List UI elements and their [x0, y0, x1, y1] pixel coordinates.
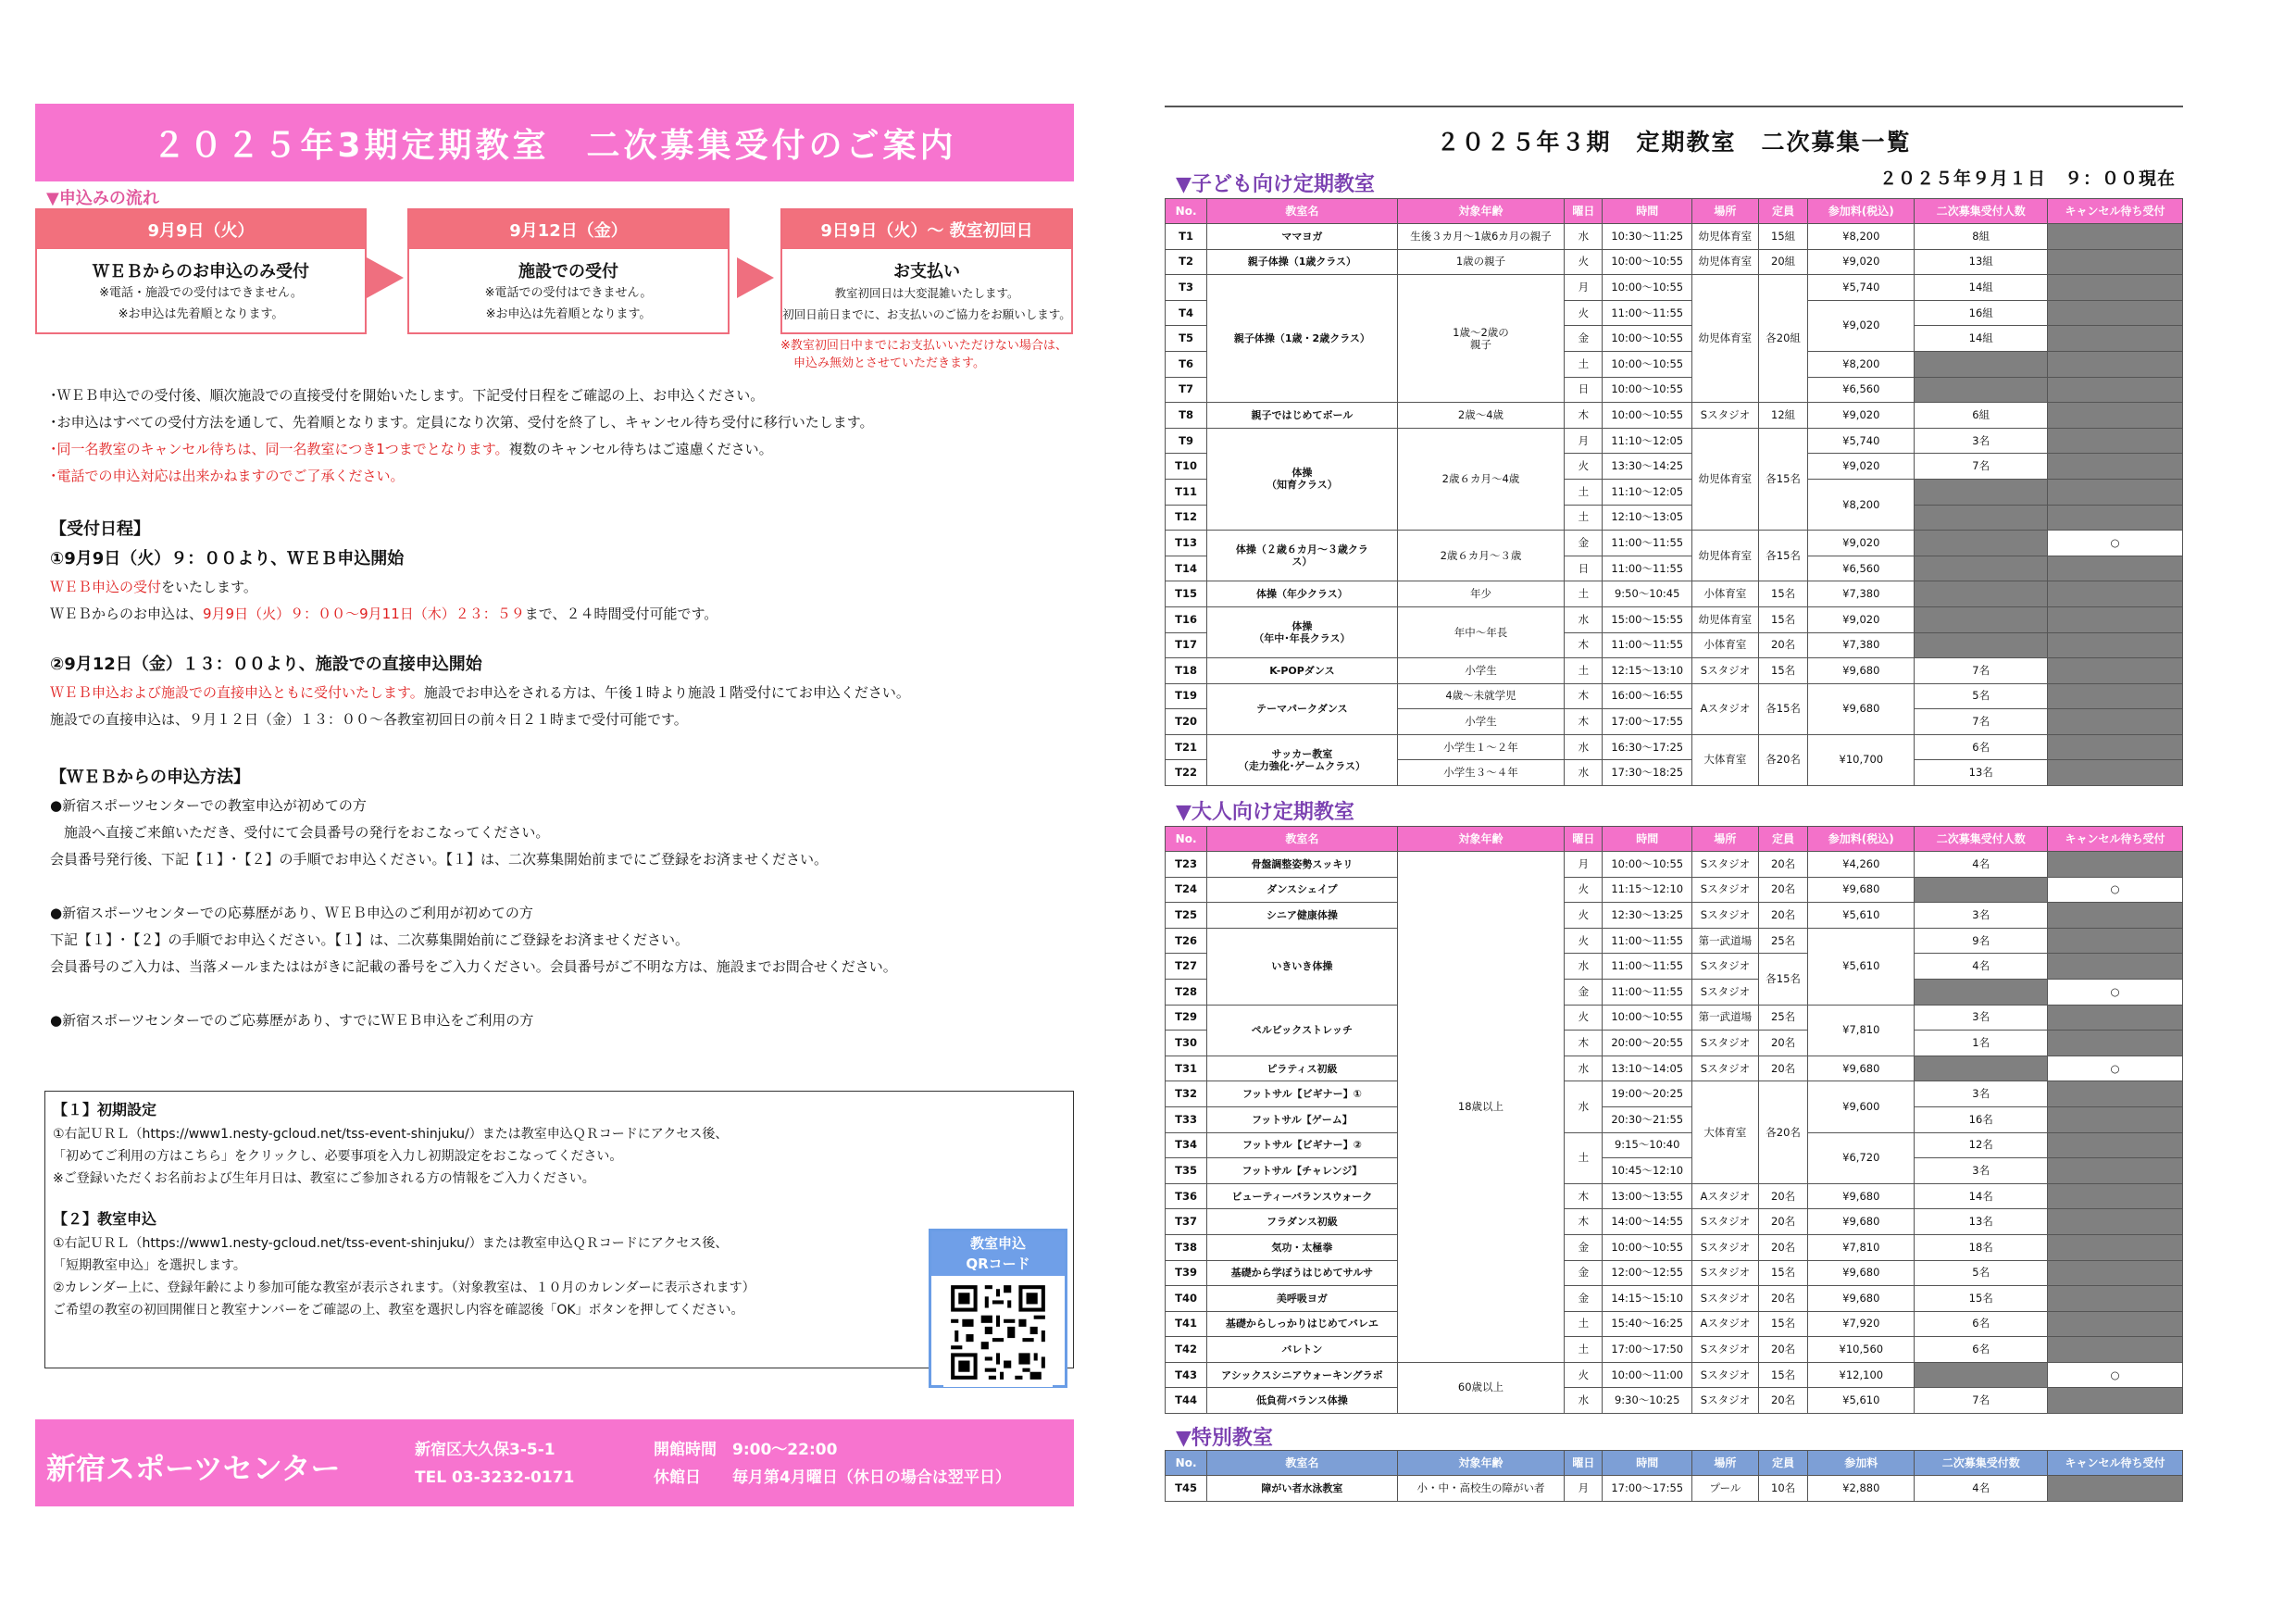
step-2-date: 9月12日（金）: [409, 210, 728, 249]
table-row: T40 美呼吸ヨガ 金 14:15～15:10 Sスタジオ 20名 ¥9,680 15名: [1166, 1286, 2183, 1312]
list-title: ２０２５年３期 定期教室 二次募集一覧: [1436, 129, 1912, 156]
table-row: T14 日 11:00～11:55 ¥6,560: [1166, 556, 2183, 581]
intro-notes: ･ＷＥＢ申込での受付後、順次施設での直接受付を開始いたします。下記受付日程をご確認の上、お申込ください。 ･お申込はすべての受付方法を通して、先着順となります。定員になり次第、受付を終了し、キャンセル待ち受付に移行いたします。 ･同一名教室のキャンセル待ちは、同一名教室につき1つまでとなります。複数のキャンセル待ちはご遠慮ください。 ･電話での申込対応は出来かねますのでご了承ください。: [50, 387, 874, 484]
table-row: T43 アシックスシニアウォーキングラボ 60歳以上 火 10:00～11:00 Sスタジオ 15名 ¥12,100 ○: [1166, 1362, 2183, 1388]
footer-banner: [35, 1419, 1074, 1506]
table-row: T21 サッカー教室 （走力強化･ゲームクラス） 小学生１～２年 水 16:30～17:25 大体育室 各20名 ¥10,700 6名: [1166, 734, 2183, 760]
table-row: T39 基礎から学ぼうはじめてサルサ 金 12:00～12:55 Sスタジオ 15名 ¥9,680 5名: [1166, 1260, 2183, 1286]
table-row: T1 ママヨガ 生後３カ月～1歳6カ月の親子 水 10:30～11:25 幼児体育室 15組 ¥8,200 8組: [1166, 224, 2183, 250]
table-row: T34 フットサル【ビギナー】② 土 9:15～10:40 ¥6,720 12名: [1166, 1132, 2183, 1158]
step-3-note: 教室初回日は大変混雑いたします。 初回日前日までに、お支払いのご協力をお願いします。: [782, 286, 1071, 321]
table-row: T30 木 20:00～20:55 Sスタジオ 20名 1名: [1166, 1031, 2183, 1056]
qr-code-panel[interactable]: [929, 1229, 1067, 1388]
table-row: T31 ピラティス初級 水 13:10～14:05 Sスタジオ 20名 ¥9,680 ○: [1166, 1056, 2183, 1081]
table-row: T13 体操（２歳６カ月～３歳クラ ス） 2歳６カ月～３歳 金 11:00～11:55 幼児体育室 各15名 ¥9,020 ○: [1166, 531, 2183, 556]
table-row: T18 K-POPダンス 小学生 土 12:15～13:10 Sスタジオ 15名 ¥9,680 7名: [1166, 658, 2183, 684]
table-row: T19 テーマパークダンス 4歳～未就学児 木 16:00～16:55 Aスタジオ 各15名 ¥9,680 5名: [1166, 683, 2183, 709]
step-3: [780, 208, 1073, 334]
qr-code-icon[interactable]: [931, 1278, 1065, 1387]
table-row: T45 障がい者水泳教室 小・中・高校生の障がい者 月 17:00～17:55 プール 10名 ¥2,880 4名: [1166, 1476, 2183, 1502]
step-2-note: ※電話での受付はできません。 ※お申込は先着順となります。: [484, 286, 653, 321]
table-row: T17 木 11:00～11:55 小体育室 20名 ¥7,380: [1166, 632, 2183, 658]
table-row: T26 いきいき体操 火 11:00～11:55 第一武道場 25名 ¥5,610 9名: [1166, 928, 2183, 954]
table-row: T15 体操（年少クラス） 年少 土 9:50～10:45 小体育室 15名 ¥7,380: [1166, 581, 2183, 607]
table-row: T41 基礎からしっかりはじめてバレエ 土 15:40～16:25 Aスタジオ 15名 ¥7,920 6名: [1166, 1311, 2183, 1337]
page-title: ２０２５年3期定期教室 二次募集受付のご案内: [35, 104, 1074, 181]
table-row: T25 シニア健康体操 火 12:30～13:25 Sスタジオ 20名 ¥5,610 3名: [1166, 903, 2183, 929]
table-row: T22 小学生３～４年 水 17:30～18:25 13名: [1166, 760, 2183, 786]
table-row: T32 フットサル【ビギナー】① 水 19:00～20:25 大体育室 各20名 ¥9,600 3名: [1166, 1081, 2183, 1107]
table-row: T5 金 10:00～10:55 14組: [1166, 326, 2183, 352]
table-row: T8 親子ではじめてボール 2歳～4歳 木 10:00～10:55 Sスタジオ 12組 ¥9,020 6組: [1166, 403, 2183, 429]
table-row: T2 親子体操（1歳クラス） 1歳の親子 火 10:00～10:55 幼児体育室 20組 ¥9,020 13組: [1166, 249, 2183, 275]
step-1-note: ※電話・施設での受付はできません。 ※お申込は先着順となります。: [99, 286, 303, 321]
flow-label: ▼申込みの流れ: [46, 189, 159, 208]
table-row: T4 火 11:00～11:55 ¥9,020 16組: [1166, 300, 2183, 326]
table-row: T28 金 11:00～11:55 Sスタジオ ○: [1166, 979, 2183, 1005]
table-row: T7 日 10:00～10:55 ¥6,560: [1166, 377, 2183, 403]
arrow-right-icon: [737, 257, 774, 298]
step-2: [407, 208, 730, 334]
special-section-title: ▼特別教室: [1176, 1427, 1273, 1450]
kids-header-row: No. 教室名 対象年齢 曜日 時間 場所 定員 参加料(税込) 二次募集受付人数 キャンセル待ち受付: [1166, 199, 2183, 224]
table-row: T20 小学生 木 17:00～17:55 7名: [1166, 709, 2183, 735]
arrow-right-icon: [367, 257, 404, 298]
table-row: T37 フラダンス初級 木 14:00～14:55 Sスタジオ 20名 ¥9,680 13名: [1166, 1209, 2183, 1235]
table-row: T16 体操 （年中･年長クラス） 年中～年長 水 15:00～15:55 幼児体育室 15名 ¥9,020: [1166, 606, 2183, 632]
adult-table: [1165, 826, 2183, 1414]
web-method-section: 【ＷＥＢからの申込方法】 ●新宿スポーツセンターでの教室申込が初めての方 施設へ直接ご来館いただき、受付にて会員番号の発行をおこなってください。 会員番号発行後、下記【１】･【２】の手順でお申込ください。【１】は、二次募集開始前までにご登録をお済ませください。 ●新宿スポーツセンターでの応募歴があり、ＷＥＢ申込のご利用が初めての方 下記【１】･【２】の手順でお申込ください。【１】は、二次募集開始前にご登録をお済ませください。 会員番号のご入力は、当落メールまたははがきに記載の番号をご入力ください。会員番号がご不明な方は、施設までお問合せください。 ●新宿スポーツセンターでのご応募歴があり、すでにＷＥＢ申込をご利用の方: [50, 768, 897, 1029]
special-header-row: No. 教室名 対象年齢 曜日 時間 場所 定員 参加料 二次募集受付数 キャンセル待ち受付: [1166, 1451, 2183, 1476]
table-row: T24 ダンスシェイプ 火 11:15～12:10 Sスタジオ 20名 ¥9,680 ○: [1166, 877, 2183, 903]
qr-title: 教室申込 QRコード: [931, 1231, 1065, 1276]
kids-section-title: ▼子ども向け定期教室: [1176, 173, 1375, 196]
adult-section-title: ▼大人向け定期教室: [1176, 801, 1354, 824]
step-1-title: ＷＥＢからのお申込のみ受付: [93, 262, 309, 281]
table-row: T3 親子体操（1歳・2歳クラス） 1歳～2歳の 親子 月 10:00～10:55 幼児体育室 各20組 ¥5,740 14組: [1166, 275, 2183, 301]
step-3-date: 9日9日（火）～ 教室初回日: [782, 210, 1071, 249]
table-row: T36 ビューティーバランスウォーク 木 13:00～13:55 Aスタジオ 20名 ¥9,680 14名: [1166, 1183, 2183, 1209]
table-row: T10 火 13:30～14:25 ¥9,020 7名: [1166, 454, 2183, 480]
table-row: T44 低負荷バランス体操 水 9:30～10:25 Sスタジオ 20名 ¥5,610 7名: [1166, 1388, 2183, 1414]
facility-hours: 開館時間 9:00～22:00 休館日 毎月第4月曜日（休日の場合は翌平日）: [654, 1441, 1011, 1487]
instructions-box: 【１】初期設定 ①右記ＵＲＬ（https://www1.nesty-gcloud.net/tss-event-shinjuku/）または教室申込ＱＲコードにアクセス後、 「初めてご利用の方はこちら」をクリックし、必要事項を入力し初期設定をおこなってください。 ※ご登録いただくお名前および生年月日は、教室にご参加される方の情報をご入力ください。 【２】教室申込 ①右記ＵＲＬ（https://www1.nesty-gcloud.net/tss-event-shinjuku/）または教室申込ＱＲコードにアクセス後、 「短期教室申込」を選択します。 ②カレンダー上に、登録年齢により参加可能な教室が表示されます。（対象教室は、１０月のカレンダーに表示されます） ご希望の教室の初回開催日と教室ナンバーをご確認の上、教室を選択し内容を確認後「OK」ボタンを押してください。: [44, 1091, 1074, 1368]
step-1: [35, 208, 367, 334]
table-row: T27 水 11:00～11:55 Sスタジオ 各15名 4名: [1166, 954, 2183, 980]
facility-address: 新宿区大久保3-5-1 TEL 03-3232-0171: [415, 1441, 575, 1487]
table-row: T12 土 12:10～13:05: [1166, 505, 2183, 531]
table-row: T33 フットサル【ゲーム】 20:30～21:55 16名: [1166, 1106, 2183, 1132]
kids-table: [1165, 198, 2183, 786]
step-1-date: 9月9日（火）: [37, 210, 365, 249]
table-row: T23 骨盤調整姿勢スッキリ 18歳以上 月 10:00～10:55 Sスタジオ 20名 ¥4,260 4名: [1166, 852, 2183, 878]
table-row: T42 バレトン 土 17:00～17:50 Sスタジオ 20名 ¥10,560 6名: [1166, 1337, 2183, 1363]
table-row: T6 土 10:00～10:55 ¥8,200: [1166, 351, 2183, 377]
table-row: T11 土 11:10～12:05 ¥8,200: [1166, 479, 2183, 505]
table-row: T9 体操 （知育クラス） 2歳６カ月～4歳 月 11:10～12:05 幼児体育室 各15名 ¥5,740 3名: [1166, 428, 2183, 454]
special-table: [1165, 1450, 2183, 1502]
step-3-title: お支払い: [893, 262, 960, 281]
table-row: T29 ペルビックストレッチ 火 10:00～10:55 第一武道場 25名 ¥7,810 3名: [1166, 1005, 2183, 1031]
table-row: T35 フットサル【チャレンジ】 10:45～12:10 3名: [1166, 1158, 2183, 1184]
divider: [1165, 106, 2183, 107]
payment-warning: ※教室初回日中までにお支払いいただけない場合は、 申込み無効とさせていただきます。: [780, 339, 1067, 370]
step-2-title: 施設での受付: [518, 262, 618, 281]
facility-name: 新宿スポーツセンター: [46, 1451, 341, 1486]
adult-header-row: No. 教室名 対象年齢 曜日 時間 場所 定員 参加料(税込) 二次募集受付人数 キャンセル待ち受付: [1166, 827, 2183, 852]
schedule-section: 【受付日程】 ①9月9日（火）９：００より、ＷＥＢ申込開始 ＷＥＢ申込の受付をいたします。 ＷＥＢからのお申込は、9月9日（火）９：００～9月11日（木）２３：５９まで、２４時間受付可能です。 ②9月12日（金）１３：００より、施設での直接申込開始 ＷＥＢ申込および施設での直接申込ともに受付いたします。施設でお申込をされる方は、午後１時より施設１階受付にてお申込ください。 施設での直接申込は、９月１２日（金）１３：００～各教室初回日の前々日２１時まで受付可能です。: [50, 519, 910, 728]
table-row: T38 気功・太極拳 金 10:00～10:55 Sスタジオ 20名 ¥7,810 18名: [1166, 1234, 2183, 1260]
as-of-date: ２０２５年９月１日 ９：００現在: [1878, 169, 2176, 189]
